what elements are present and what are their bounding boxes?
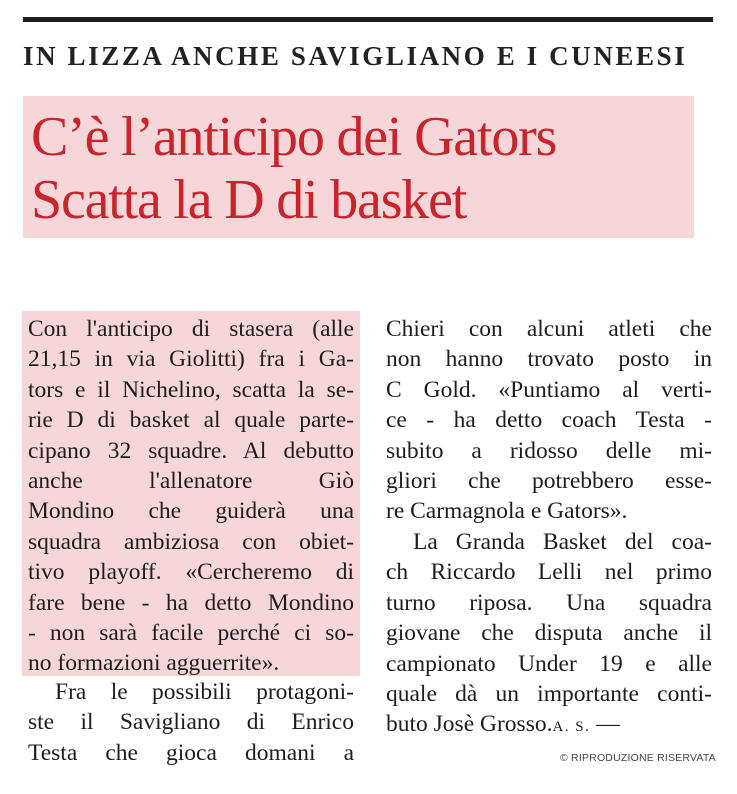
body-column-left: [28, 314, 354, 679]
body-line: non hanno trovato posto in: [386, 346, 712, 373]
body-column-right-paragraph-2: [386, 527, 712, 743]
body-line: gliori che potrebbero esse-: [386, 468, 712, 495]
body-line: campionato Under 19 e alle: [386, 650, 712, 677]
body-line: ch Riccardo Lelli nel primo: [386, 559, 712, 586]
end-mark: —: [596, 711, 620, 738]
body-line: giovane che disputa anche il: [386, 620, 712, 647]
byline: A. S.: [552, 719, 591, 736]
headline: [31, 106, 711, 232]
body-line: subito a ridosso delle mi-: [386, 437, 712, 464]
body-line: tors e il Nichelino, scatta la se-: [28, 376, 354, 403]
final-text: buto Josè Grosso.: [386, 711, 553, 738]
body-line: rie D di basket al quale parte-: [28, 407, 354, 434]
body-line: Fra le possibili protagoni-: [55, 679, 354, 705]
body-line: Con l'anticipo di stasera (alle: [28, 316, 354, 342]
body-line: Chieri con alcuni atleti che: [386, 316, 712, 342]
body-line: anche l'allenatore Giò: [28, 468, 354, 495]
kicker: IN LIZZA ANCHE SAVIGLIANO E I CUNEESI: [23, 41, 688, 71]
top-rule: [23, 17, 713, 22]
body-column-right: [386, 314, 712, 527]
body-line: re Carmagnola e Gators».: [386, 498, 628, 525]
body-line: ste il Savigliano di Enrico: [28, 709, 354, 736]
body-line: squadra ambiziosa con obiet-: [28, 528, 354, 555]
body-line: no formazioni agguerrite».: [28, 650, 280, 677]
body-line: Testa che gioca domani a: [28, 739, 354, 766]
headline-line-2: Scatta la D di basket: [31, 169, 467, 231]
copyright-notice: © RIPRODUZIONE RISERVATA: [560, 752, 716, 764]
body-line: C Gold. «Puntiamo al verti-: [386, 376, 712, 403]
body-line: 21,15 in via Giolitti) fra i Ga-: [28, 346, 354, 373]
body-line: Mondino che guiderà una: [28, 498, 354, 525]
body-line: cipano 32 squadre. Al debutto: [28, 437, 354, 464]
body-line: fare bene - ha detto Mondino: [28, 589, 354, 616]
headline-line-1: C’è l’anticipo dei Gators: [31, 106, 557, 168]
body-line: turno riposa. Una squadra: [386, 589, 712, 616]
body-line: ce - ha detto coach Testa -: [386, 407, 712, 434]
body-final-line: [386, 709, 712, 742]
body-line: quale dà un importante conti-: [386, 681, 712, 708]
body-line: - non sarà facile perché ci so-: [28, 620, 354, 647]
body-line: tivo playoff. «Cercheremo di: [28, 559, 354, 586]
body-column-left-continued: [28, 677, 354, 768]
body-line: La Granda Basket del coa-: [413, 529, 712, 555]
